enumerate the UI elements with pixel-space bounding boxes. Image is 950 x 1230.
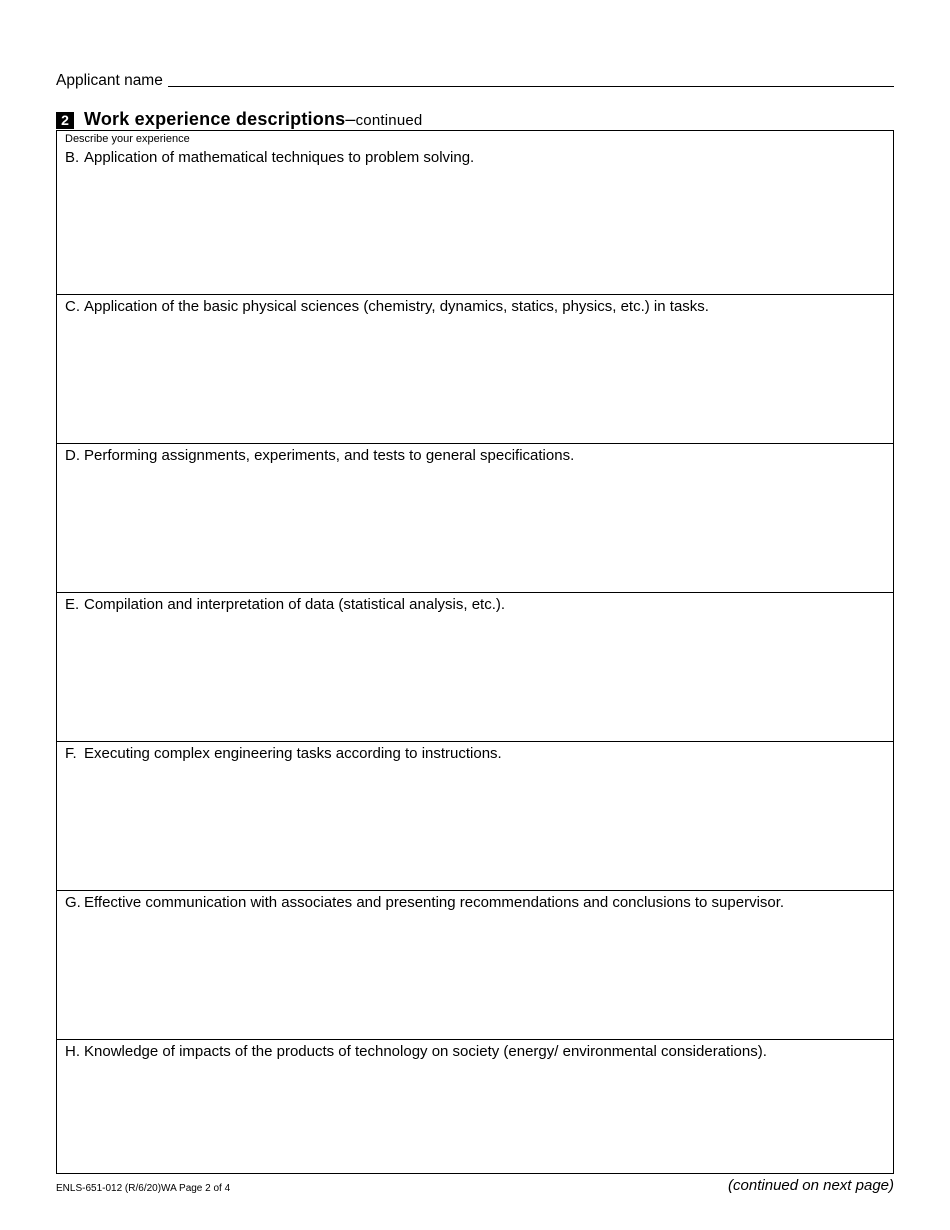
continued-note: (continued on next page) bbox=[728, 1177, 894, 1194]
experience-field-d[interactable] bbox=[57, 444, 893, 593]
section-title-dash: – bbox=[345, 109, 356, 129]
experience-prompt-h: H. Knowledge of impacts of the products of technology on society (energy/ environmental considerations). bbox=[65, 1043, 767, 1060]
experience-field-h[interactable] bbox=[57, 1040, 893, 1173]
describe-hint: Describe your experience bbox=[65, 133, 190, 145]
applicant-name-row bbox=[56, 72, 894, 92]
experience-field-g[interactable] bbox=[57, 891, 893, 1040]
experience-prompt-b: B. Application of mathematical techniques to problem solving. bbox=[65, 149, 475, 166]
experience-prompt-c: C. Application of the basic physical sciences (chemistry, dynamics, statics, physics, etc.) in tasks. bbox=[65, 298, 709, 315]
experience-prompt-g: G. Effective communication with associates and presenting recommendations and conclusions to supervisor. bbox=[65, 894, 785, 911]
experience-field-f[interactable] bbox=[57, 742, 893, 891]
experience-prompt-d: D. Performing assignments, experiments, and tests to general specifications. bbox=[65, 447, 575, 464]
section-header bbox=[56, 109, 894, 129]
experience-prompt-e: E. Compilation and interpretation of data (statistical analysis, etc.). bbox=[65, 596, 506, 613]
applicant-name-label: Applicant name bbox=[56, 72, 163, 89]
section-number-badge: 2 bbox=[56, 112, 74, 129]
section-title-text: Work experience descriptions bbox=[84, 109, 346, 129]
section-title-suffix: continued bbox=[355, 112, 423, 129]
experience-field-e[interactable] bbox=[57, 593, 893, 742]
experience-prompt-f: F. Executing complex engineering tasks according to instructions. bbox=[65, 745, 502, 762]
experience-form-box bbox=[56, 130, 894, 1174]
experience-field-b[interactable] bbox=[57, 131, 893, 295]
section-title bbox=[84, 109, 422, 131]
experience-field-c[interactable] bbox=[57, 295, 893, 444]
applicant-name-field[interactable] bbox=[168, 86, 894, 87]
form-id: ENLS-651-012 (R/6/20)WA Page 2 of 4 bbox=[56, 1183, 231, 1194]
